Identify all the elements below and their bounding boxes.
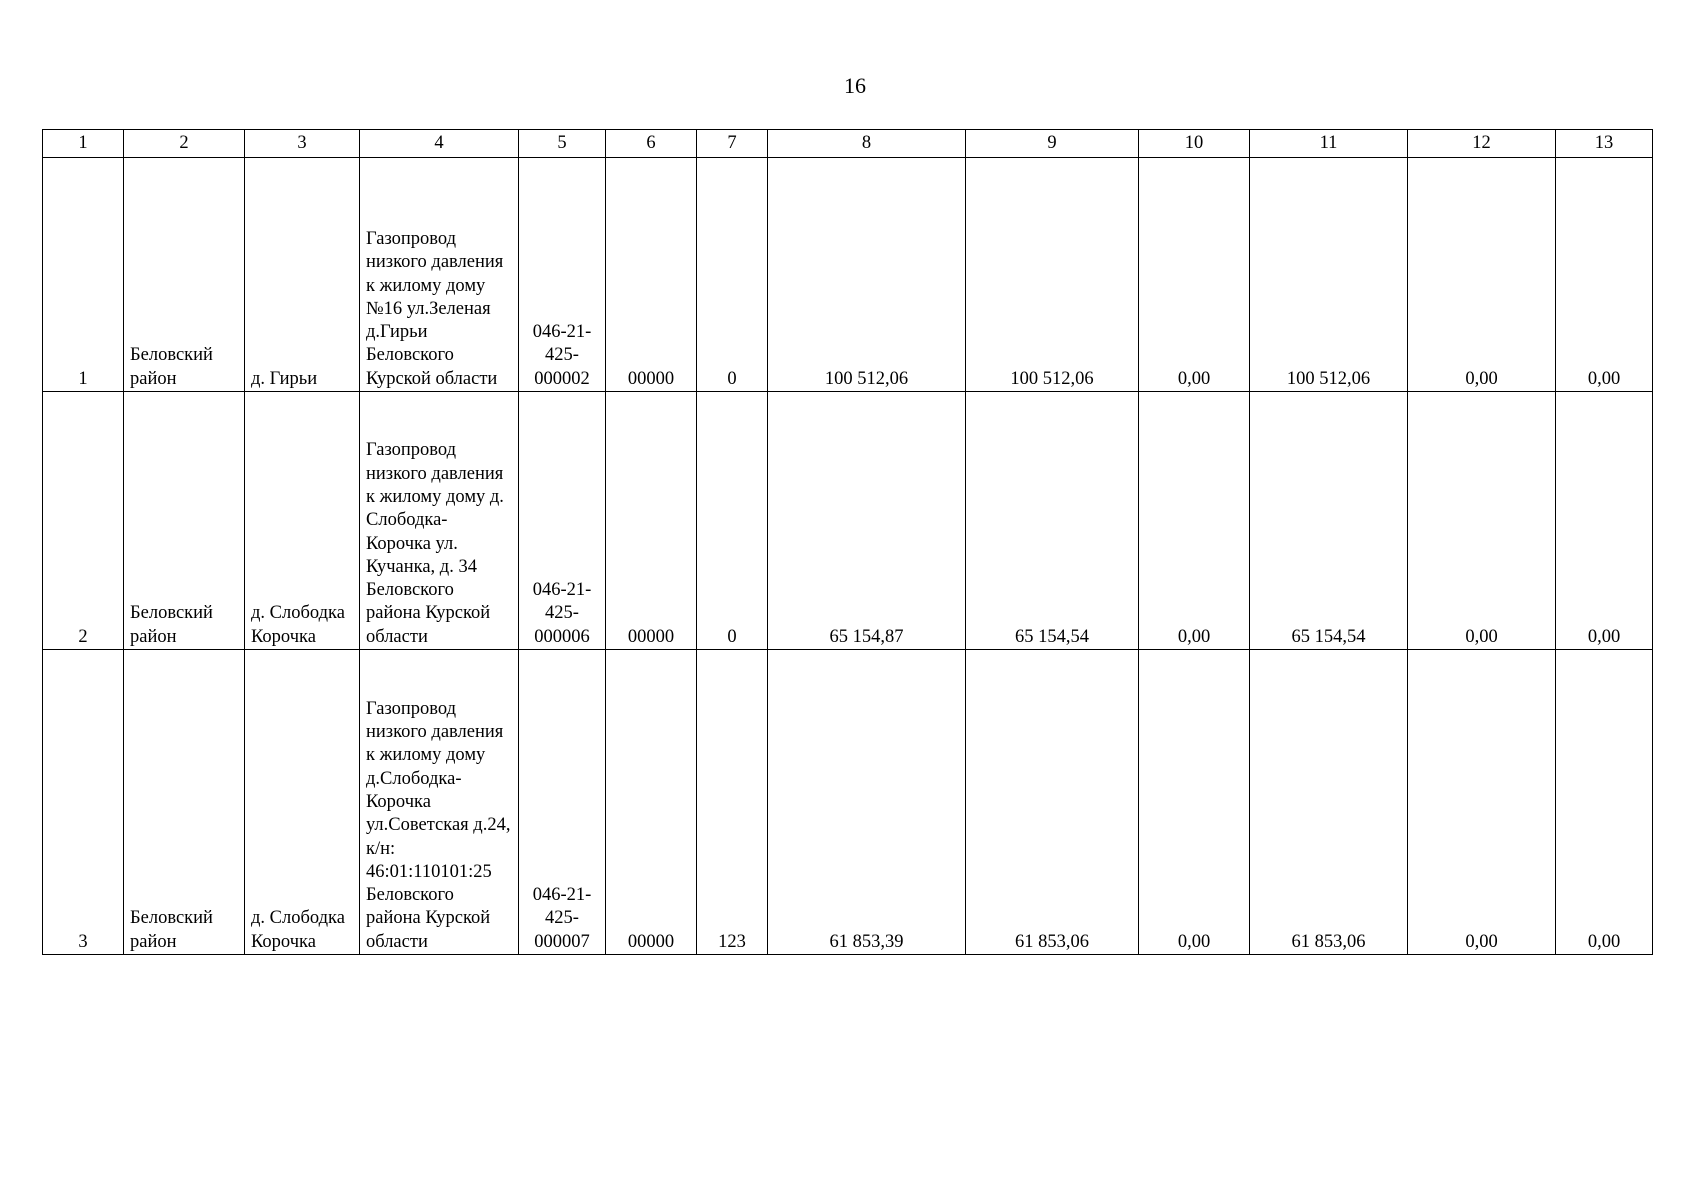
registry-table xyxy=(42,129,1653,955)
amount-cell: 0,00 xyxy=(1556,392,1653,650)
amount-cell: 61 853,39 xyxy=(768,650,966,955)
amount-cell: 100 512,06 xyxy=(1250,158,1408,392)
col6-cell: 00000 xyxy=(606,392,697,650)
settlement-cell: д. Слободка Корочка xyxy=(245,650,360,955)
amount-cell: 0,00 xyxy=(1408,392,1556,650)
table-row xyxy=(43,158,1653,392)
column-header: 7 xyxy=(697,130,768,158)
settlement-cell: д. Слободка Корочка xyxy=(245,392,360,650)
column-number-row xyxy=(43,130,1653,158)
row-number: 1 xyxy=(43,158,124,392)
row-number: 2 xyxy=(43,392,124,650)
column-header: 13 xyxy=(1556,130,1653,158)
column-header: 11 xyxy=(1250,130,1408,158)
object-description: Газопровод низкого давления к жилому дому д.Слободка-Корочка ул.Советская д.24, к/н: 46:01:110101:25 Беловского района Курской области xyxy=(360,650,519,955)
amount-cell: 0,00 xyxy=(1139,392,1250,650)
col7-cell: 0 xyxy=(697,158,768,392)
amount-cell: 0,00 xyxy=(1139,650,1250,955)
column-header: 10 xyxy=(1139,130,1250,158)
col7-cell: 123 xyxy=(697,650,768,955)
amount-cell: 0,00 xyxy=(1556,158,1653,392)
amount-cell: 100 512,06 xyxy=(966,158,1139,392)
amount-cell: 61 853,06 xyxy=(1250,650,1408,955)
column-header: 8 xyxy=(768,130,966,158)
table-row xyxy=(43,392,1653,650)
amount-cell: 61 853,06 xyxy=(966,650,1139,955)
amount-cell: 0,00 xyxy=(1556,650,1653,955)
object-description: Газопровод низкого давления к жилому дому №16 ул.Зеленая д.Гирьи Беловского Курской области xyxy=(360,158,519,392)
row-number: 3 xyxy=(43,650,124,955)
amount-cell: 100 512,06 xyxy=(768,158,966,392)
district-cell: Беловский район xyxy=(124,650,245,955)
column-header: 12 xyxy=(1408,130,1556,158)
table-row xyxy=(43,650,1653,955)
column-header: 6 xyxy=(606,130,697,158)
district-cell: Беловский район xyxy=(124,392,245,650)
object-code: 046-21-425-000006 xyxy=(519,392,606,650)
amount-cell: 65 154,54 xyxy=(966,392,1139,650)
district-cell: Беловский район xyxy=(124,158,245,392)
column-header: 5 xyxy=(519,130,606,158)
amount-cell: 0,00 xyxy=(1408,650,1556,955)
amount-cell: 0,00 xyxy=(1139,158,1250,392)
object-code: 046-21-425-000002 xyxy=(519,158,606,392)
amount-cell: 65 154,87 xyxy=(768,392,966,650)
column-header: 2 xyxy=(124,130,245,158)
col6-cell: 00000 xyxy=(606,650,697,955)
column-header: 9 xyxy=(966,130,1139,158)
column-header: 3 xyxy=(245,130,360,158)
object-description: Газопровод низкого давления к жилому дому д. Слободка-Корочка ул. Кучанка, д. 34 Беловского района Курской области xyxy=(360,392,519,650)
settlement-cell: д. Гирьи xyxy=(245,158,360,392)
page-number: 16 xyxy=(844,73,866,98)
object-code: 046-21-425-000007 xyxy=(519,650,606,955)
column-header: 4 xyxy=(360,130,519,158)
amount-cell: 65 154,54 xyxy=(1250,392,1408,650)
amount-cell: 0,00 xyxy=(1408,158,1556,392)
column-header: 1 xyxy=(43,130,124,158)
col7-cell: 0 xyxy=(697,392,768,650)
col6-cell: 00000 xyxy=(606,158,697,392)
